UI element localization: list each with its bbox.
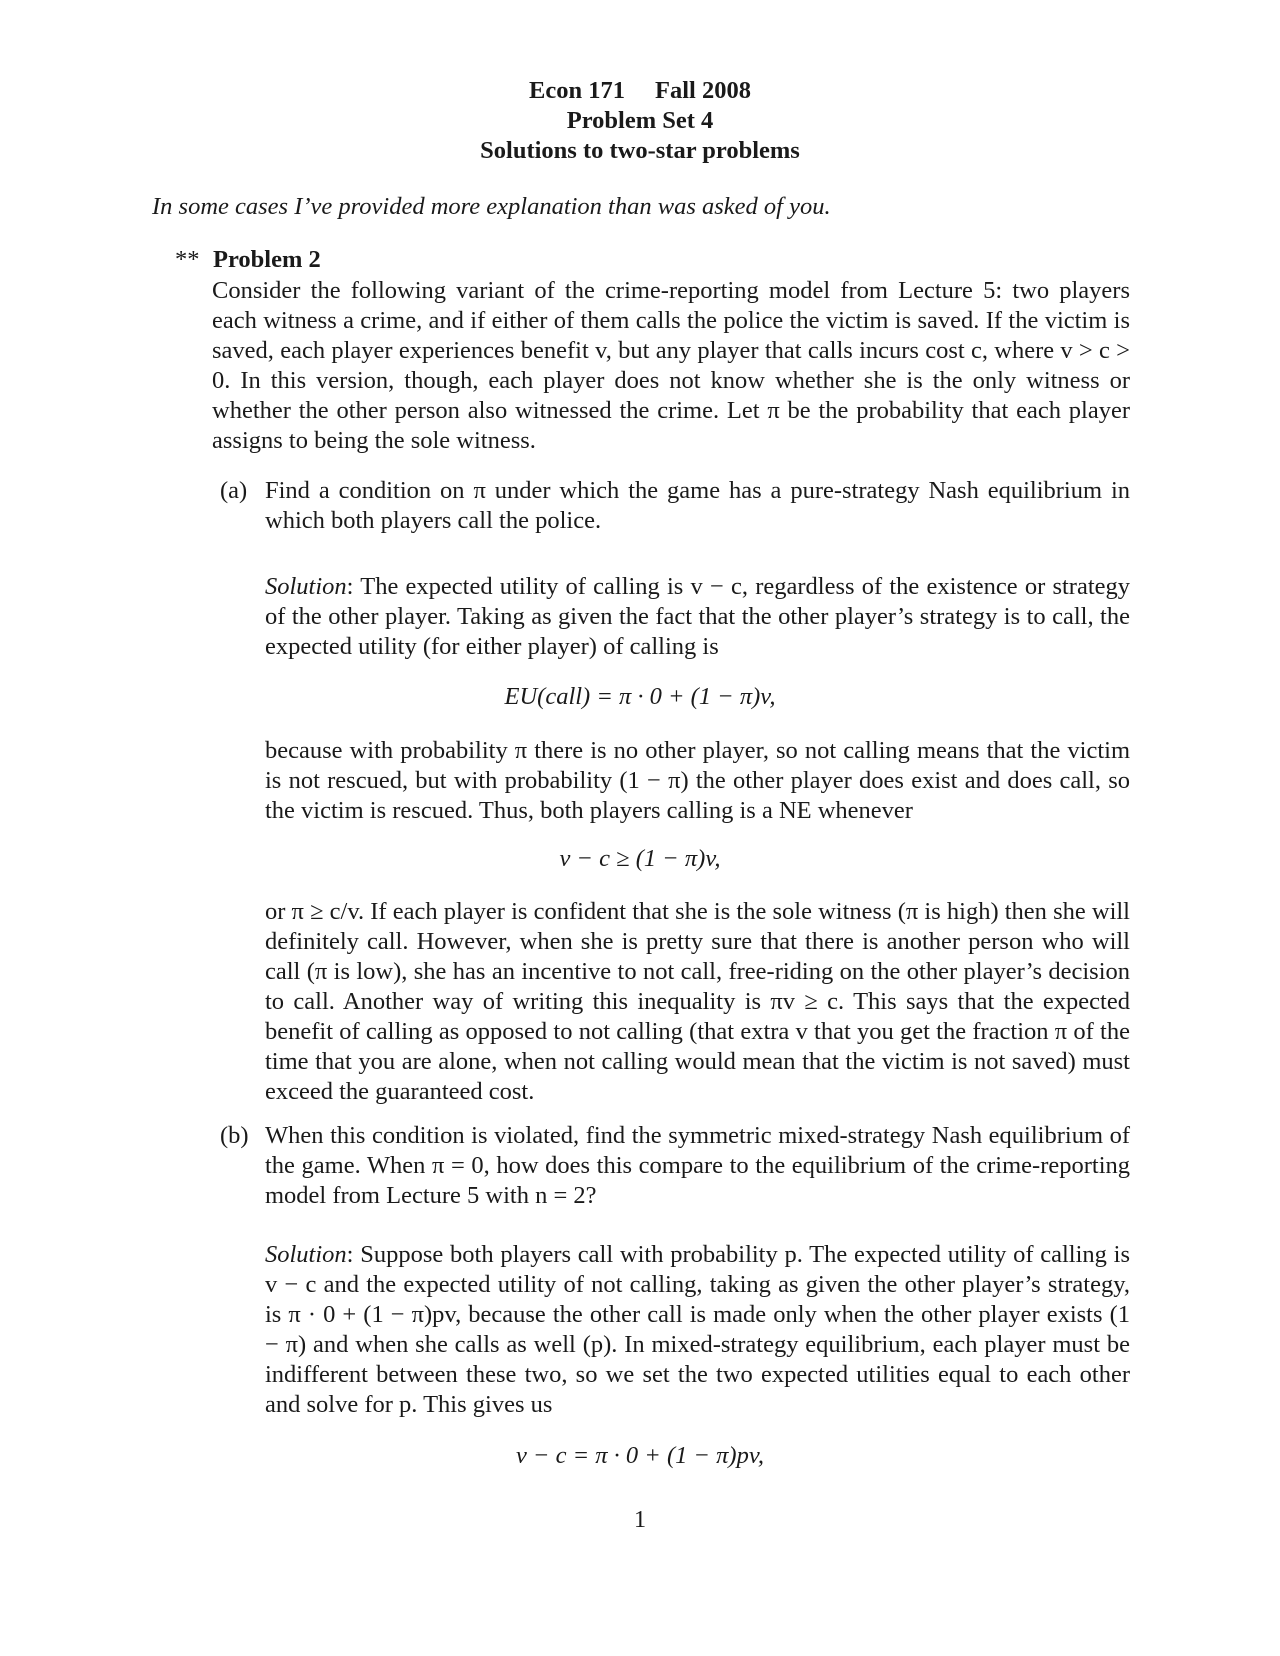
part-a-question: Find a condition on π under which the game has a pure-strategy Nash equilibrium in which both players call the police. — [265, 477, 1130, 534]
part-a-solution-text-2: because with probability π there is no other player, so not calling means that the victim is not rescued, but with probability (1 − π) the other player does exist and does call, so the victim is rescued. Thus, both players calling is a NE whenever — [265, 737, 1130, 824]
part-b-solution-text-1: : Suppose both players call with probability p. The expected utility of calling is v − c and the expected utility of not calling, taking as given the other player’s strategy, is π · 0 + (1 − π)pv, because the other call is made only when the other player exists (1 − π) and when she calls as well (p). In mixed-strategy equilibrium, each player must be indifferent between these two, so we set the two expected utilities equal to each other and solve for p. This gives us — [265, 1241, 1130, 1418]
problem-heading — [175, 245, 321, 275]
problem-title: Problem 2 — [213, 246, 321, 273]
document-header — [0, 76, 1280, 166]
course-term: Fall 2008 — [655, 77, 751, 104]
equation-expected-utility-call: EU(call) = π · 0 + (1 − π)v, — [504, 683, 776, 710]
part-a-label: (a) — [220, 477, 248, 504]
document-subtitle: Solutions to two-star problems — [480, 137, 800, 164]
intro-note: In some cases I’ve provided more explanation than was asked of you. — [152, 193, 831, 220]
part-a-solution-text-3: or π ≥ c/v. If each player is confident that she is the sole witness (π is high) then she will definitely call. However, when she is pretty sure that there is another person who will call (π is low), she has an incentive to not call, free-riding on the other player’s decision to call. Another way of writing this inequality is πv ≥ c. This says that the expected benefit of calling as opposed to not calling (that extra v that you get the fraction π of the time that you are alone, when not calling would mean that the victim is not saved) must exceed the guaranteed cost. — [265, 898, 1130, 1105]
problem-statement: Consider the following variant of the crime-reporting model from Lecture 5: two players each witness a crime, and if either of them calls the police the victim is saved. If the victim is saved, each player experiences benefit v, but any player that calls incurs cost c, where v > c > 0. In this version, though, each player does not know whether she is the only witness or whether the other person also witnessed the crime. Let π be the probability that each player assigns to being the sole witness. — [212, 277, 1130, 454]
part-b-solution — [265, 1240, 1130, 1420]
part-b-label: (b) — [220, 1122, 249, 1149]
equation-ne-condition: v − c ≥ (1 − π)v, — [559, 845, 721, 872]
problem-set-title: Problem Set 4 — [566, 107, 714, 134]
part-b-question: When this condition is violated, find the symmetric mixed-strategy Nash equilibrium of the game. When π = 0, how does this compare to the equilibrium of the crime-reporting model from Lecture 5 with n = 2? — [265, 1122, 1130, 1209]
equation-indifference: v − c = π · 0 + (1 − π)pv, — [515, 1442, 765, 1469]
course-title: Econ 171 — [529, 77, 625, 104]
solution-label: Solution — [265, 573, 347, 600]
part-a-solution-intro — [265, 572, 1130, 662]
part-a-solution-text-1: : The expected utility of calling is v − c, regardless of the existence or strategy of the other player. Taking as given the fact that the other player’s strategy is to call, the expected utility (for either player) of calling is — [265, 573, 1130, 660]
solution-label: Solution — [265, 1241, 347, 1268]
difficulty-stars: ** — [175, 246, 200, 273]
page-number: 1 — [633, 1506, 647, 1533]
